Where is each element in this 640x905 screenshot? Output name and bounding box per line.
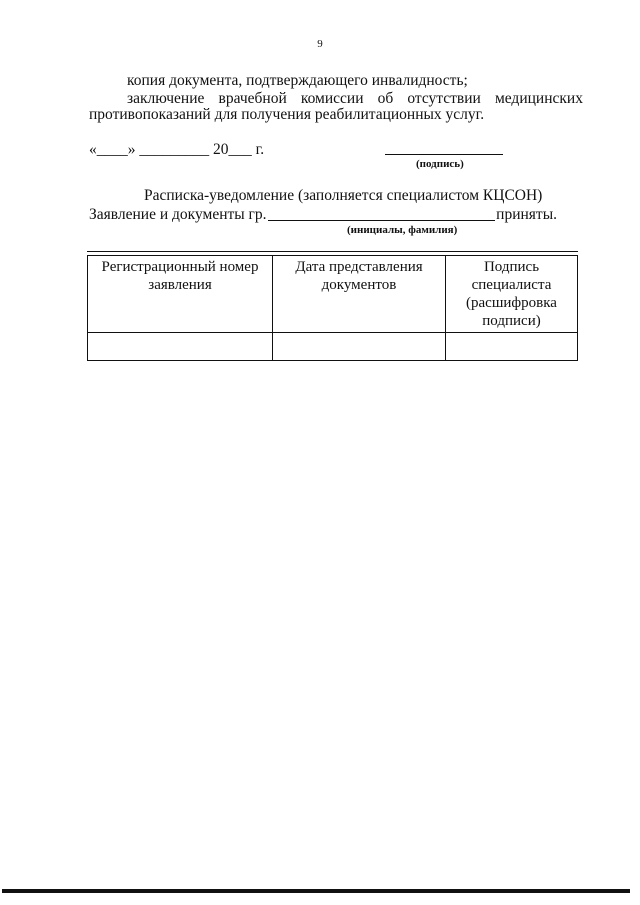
receipt-title: Расписка-уведомление (заполняется специалистом КЦСОН) <box>144 187 543 204</box>
page-number: 9 <box>317 38 323 50</box>
statement-line <box>89 206 557 224</box>
footer-rule <box>2 889 630 893</box>
table-header-row <box>88 256 578 333</box>
receipt-table <box>87 255 578 361</box>
signature-line <box>385 154 503 155</box>
table-cell <box>273 333 446 361</box>
initials-caption: (инициалы, фамилия) <box>347 224 458 236</box>
statement-prefix: Заявление и документы гр. <box>89 206 267 223</box>
word: врачебной <box>218 90 287 107</box>
header-registration-number: Регистрационный номер заявления <box>88 256 273 333</box>
table-top-rule <box>87 251 578 252</box>
word: отсутствии <box>407 90 481 107</box>
header-specialist-signature: Подпись специалиста (расшифровка подписи) <box>446 256 578 333</box>
header-submission-date: Дата представления документов <box>273 256 446 333</box>
word: медицинских <box>494 90 583 107</box>
word: об <box>377 90 394 107</box>
list-item-medical-conclusion-continuation: противопоказаний для получения реабилитационных услуг. <box>89 106 485 123</box>
table-row <box>88 333 578 361</box>
table-cell <box>88 333 273 361</box>
word: комиссии <box>300 90 364 107</box>
date-field: «____» _________ 20___ г. <box>89 141 265 158</box>
word: заключение <box>127 90 205 107</box>
statement-suffix: приняты. <box>496 206 557 223</box>
list-item-disability-document: копия документа, подтверждающего инвалидность; <box>127 72 468 89</box>
name-blank-line <box>268 220 496 221</box>
table-cell <box>446 333 578 361</box>
signature-caption: (подпись) <box>416 158 464 170</box>
